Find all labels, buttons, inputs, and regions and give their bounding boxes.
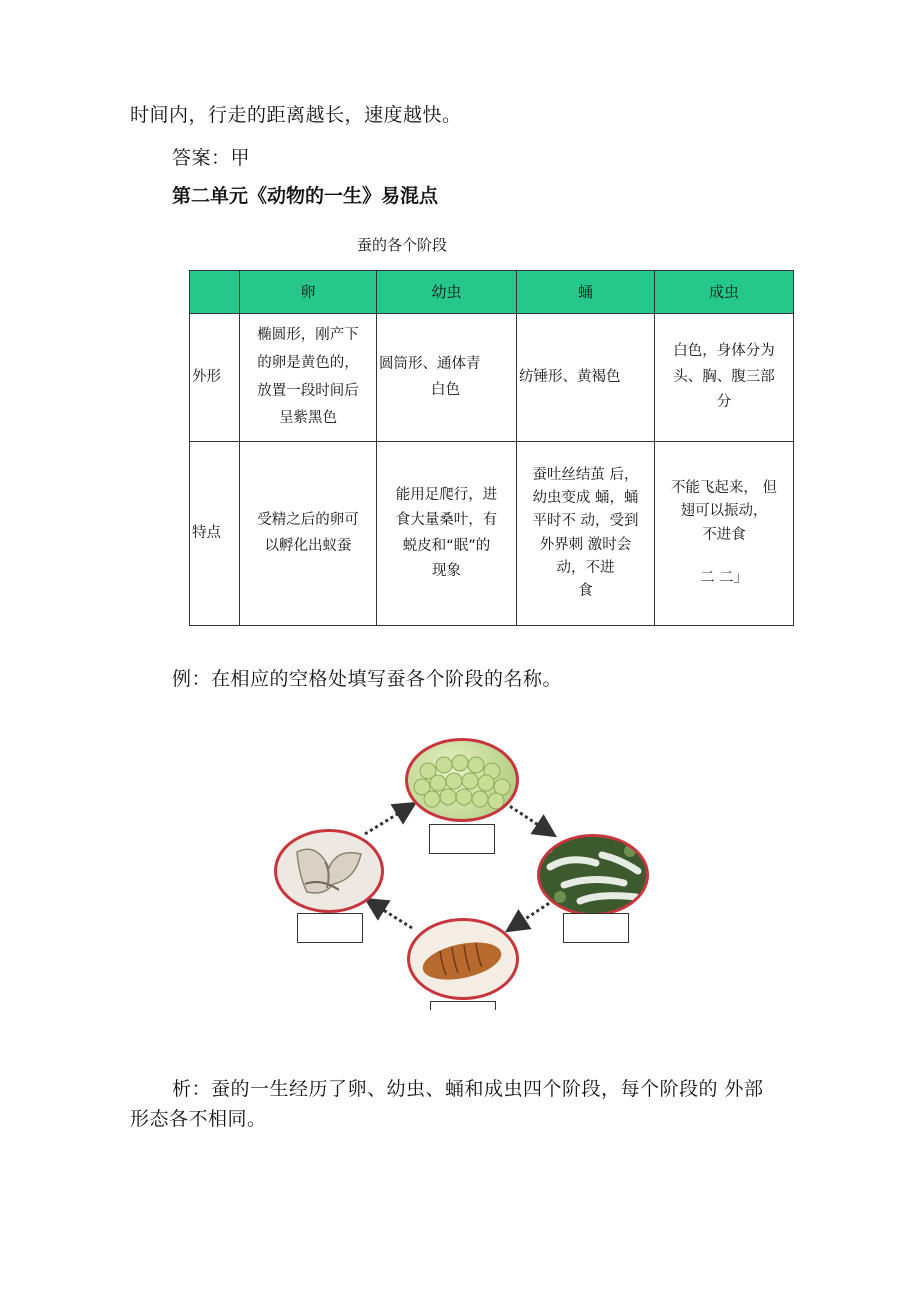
cell-line: 蚕吐丝结茧 后， <box>532 466 639 483</box>
cell-line: 蜕皮和“眠”的 <box>402 537 491 554</box>
stages-table <box>189 270 794 626</box>
cell-line: 分 <box>716 394 732 411</box>
table-caption: 蚕的各个阶段 <box>357 236 448 254</box>
cell-line: 外界刺 激时会 <box>539 536 632 553</box>
cell-line: 呈紫黑色 <box>279 410 337 427</box>
table-cell <box>240 314 377 442</box>
table-cell <box>377 314 517 442</box>
arrow-larva-to-pupa <box>510 900 554 929</box>
row-label: 特点 <box>190 442 240 626</box>
row-label: 外形 <box>190 314 240 442</box>
intro-line: 时间内，行走的距离越长，速度越快。 <box>130 104 462 126</box>
answer-box-eggs[interactable] <box>429 824 495 854</box>
moth-icon <box>277 832 381 910</box>
table-cell <box>655 314 794 442</box>
cell-line: 白色，身体分为 <box>673 343 775 360</box>
cell-line: 不能飞起来， 但 <box>670 480 778 497</box>
moth-photo <box>274 829 384 913</box>
analysis-line-2: 形态各不相同。 <box>130 1108 267 1130</box>
table-cell <box>655 442 794 626</box>
cell-line <box>659 547 789 567</box>
pupa-icon <box>410 921 516 997</box>
cell-line: 白色 <box>431 381 460 398</box>
larva-icon <box>540 837 646 913</box>
answer-box-pupa[interactable] <box>430 1001 496 1010</box>
table-cell <box>517 442 655 626</box>
table-cell <box>377 442 517 626</box>
pupa-photo <box>407 918 519 1000</box>
table-cell <box>240 442 377 626</box>
lifecycle-diagram <box>272 735 652 1010</box>
answer-line: 答案：甲 <box>172 147 251 169</box>
arrow-eggs-to-larva <box>505 803 552 834</box>
header-cell-pupa: 蛹 <box>517 271 655 314</box>
eggs-icon <box>408 741 516 819</box>
header-cell-empty <box>190 271 240 314</box>
cell-line: 头、胸、腹三部 <box>673 368 775 385</box>
cell-line: 椭圆形，刚产下 <box>257 327 359 344</box>
cell-line: 不进食 <box>702 526 746 543</box>
section-title: 第二单元《动物的一生》易混点 <box>172 185 439 207</box>
cell-line: 的卵是黄色的， <box>257 354 359 371</box>
cell-line: 平时不 动，受到 <box>532 513 639 530</box>
table-row <box>190 314 794 442</box>
answer-box-moth[interactable] <box>297 913 363 943</box>
table-row <box>190 442 794 626</box>
cell-line: 食大量桑叶，有 <box>395 512 498 529</box>
answer-box-larva[interactable] <box>563 913 629 943</box>
analysis-line-1: 析：蚕的一生经历了卵、幼虫、蛹和成虫四个阶段，每个阶段的 外部 <box>172 1078 764 1100</box>
cell-line: 食 <box>578 582 593 599</box>
cell-line: 受精之后的卵可 <box>257 512 359 529</box>
cell-line: 现象 <box>432 562 461 579</box>
header-cell-adult: 成虫 <box>655 271 794 314</box>
cell-line: 二 二」 <box>699 569 749 586</box>
table-cell <box>517 314 655 442</box>
header-cell-larva: 幼虫 <box>377 271 517 314</box>
eggs-photo <box>405 738 519 822</box>
larva-photo <box>537 834 649 916</box>
table-header-row <box>190 271 794 314</box>
header-cell-egg: 卵 <box>240 271 377 314</box>
cell-line: 幼虫变成 蛹，蛹 <box>532 490 639 507</box>
arrow-moth-to-eggs <box>365 805 412 834</box>
cell-line: 圆筒形、通体青 <box>379 356 481 373</box>
cell-line: 能用足爬行，进 <box>395 486 498 503</box>
cell-line: 纺锤形、黄褐色 <box>519 368 621 385</box>
arrow-pupa-to-moth <box>369 901 412 928</box>
cell-line: 翅可以振动， <box>680 503 768 520</box>
cell-line: 放置一段时间后 <box>257 382 359 399</box>
example-prompt: 例：在相应的空格处填写蚕各个阶段的名称。 <box>172 668 563 690</box>
cell-line: 动，不进 <box>556 559 615 576</box>
cell-line: 以孵化出蚁蚕 <box>264 537 352 554</box>
